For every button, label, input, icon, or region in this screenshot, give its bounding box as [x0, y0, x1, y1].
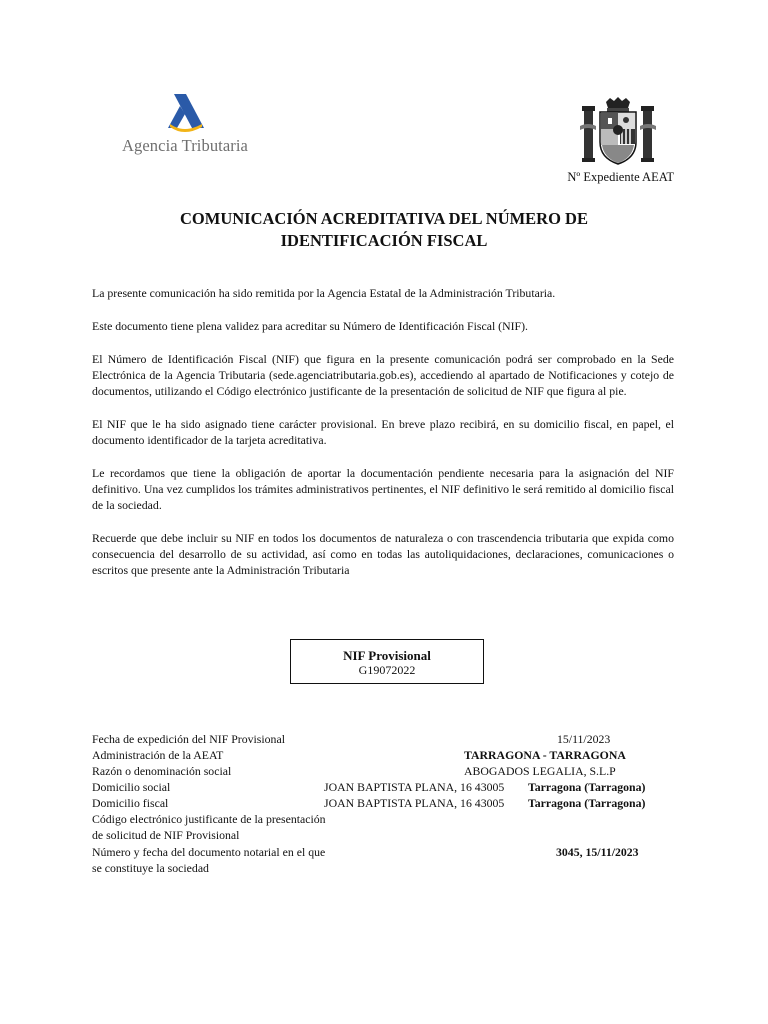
document-title-line-2: IDENTIFICACIÓN FISCAL [280, 231, 488, 250]
paragraph-remitida: La presente comunicación ha sido remitida por la Agencia Estatal de la Administración Tributaria. [92, 286, 556, 300]
nif-provisional-box [290, 639, 484, 684]
documento-notarial-value: 3045, 15/11/2023 [556, 845, 639, 859]
codigo-electronico-label-line-2: de solicitud de NIF Provisional [92, 828, 240, 842]
agencia-tributaria-logo-mark-icon [164, 94, 210, 134]
details-section [92, 731, 682, 881]
paragraph-recuerde: Recuerde que debe incluir su NIF en todos los documentos de naturaleza o con trascendencia tributaria que expida como consecuencia del desarrollo de su actividad, así como en todas las autoliquidaciones, declaraciones, comunicaciones o escritos que presente ante la Administración Tributaria [92, 531, 674, 578]
document-title [84, 208, 684, 252]
documento-notarial-label-line-1: Número y fecha del documento notarial en el que [92, 845, 326, 859]
razon-social-label: Razón o denominación social [92, 764, 232, 778]
domicilio-fiscal-city: Tarragona (Tarragona) [528, 796, 646, 810]
codigo-electronico-label-line-1: Código electrónico justificante de la presentación [92, 812, 326, 826]
fecha-expedicion-value: 15/11/2023 [557, 732, 611, 746]
paragraph-validez: Este documento tiene plena validez para acreditar su Número de Identificación Fiscal (NIF). [92, 318, 528, 333]
nif-provisional-value: G19072022 [358, 663, 416, 677]
agencia-tributaria-logo [118, 94, 258, 158]
coat-of-arms-icon [578, 96, 658, 168]
document-body [92, 285, 674, 595]
domicilio-fiscal-address: JOAN BAPTISTA PLANA, 16 43005 [324, 796, 505, 810]
fecha-expedicion-label: Fecha de expedición del NIF Provisional [92, 732, 285, 746]
domicilio-social-city: Tarragona (Tarragona) [528, 780, 646, 794]
domicilio-social-label: Domicilio social [92, 780, 171, 794]
domicilio-fiscal-label: Domicilio fiscal [92, 796, 169, 810]
administracion-value: TARRAGONA - TARRAGONA [464, 748, 626, 762]
document-title-line-1: COMUNICACIÓN ACREDITATIVA DEL NÚMERO DE [180, 209, 588, 228]
documento-notarial-label-line-2: se constituye la sociedad [92, 861, 209, 875]
paragraph-documentacion: Le recordamos que tiene la obligación de aportar la documentación pendiente necesaria para la asignación del NIF definitivo. Una vez cumplidos los trámites administrativos pertinentes, el NIF definitivo le será remitido al domicilio fiscal de la sociedad. [92, 465, 674, 513]
domicilio-social-address: JOAN BAPTISTA PLANA, 16 43005 [324, 780, 505, 794]
administracion-label: Administración de la AEAT [92, 748, 224, 762]
expediente-aeat-label: Nº Expediente AEAT [567, 170, 674, 184]
paragraph-provisional: El NIF que le ha sido asignado tiene carácter provisional. En breve plazo recibirá, en su domicilio fiscal, en papel, el documento identificador de la tarjeta acreditativa. [92, 416, 674, 447]
agencia-tributaria-logo-text: Agencia Tributaria [122, 136, 248, 155]
razon-social-value: ABOGADOS LEGALIA, S.L.P [464, 764, 616, 778]
paragraph-comprobacion: El Número de Identificación Fiscal (NIF) que figura en la presente comunicación podrá ser comprobado en la Sede Electrónica de la Agencia Tributaria (sede.agenciatributaria.gob.es), accediendo al apartado de Notificaciones y cotejo de documentos, utilizando el Código electrónico justificante de la presentación de solicitud de NIF que figura al pie. [92, 351, 674, 398]
nif-provisional-label: NIF Provisional [343, 648, 431, 663]
